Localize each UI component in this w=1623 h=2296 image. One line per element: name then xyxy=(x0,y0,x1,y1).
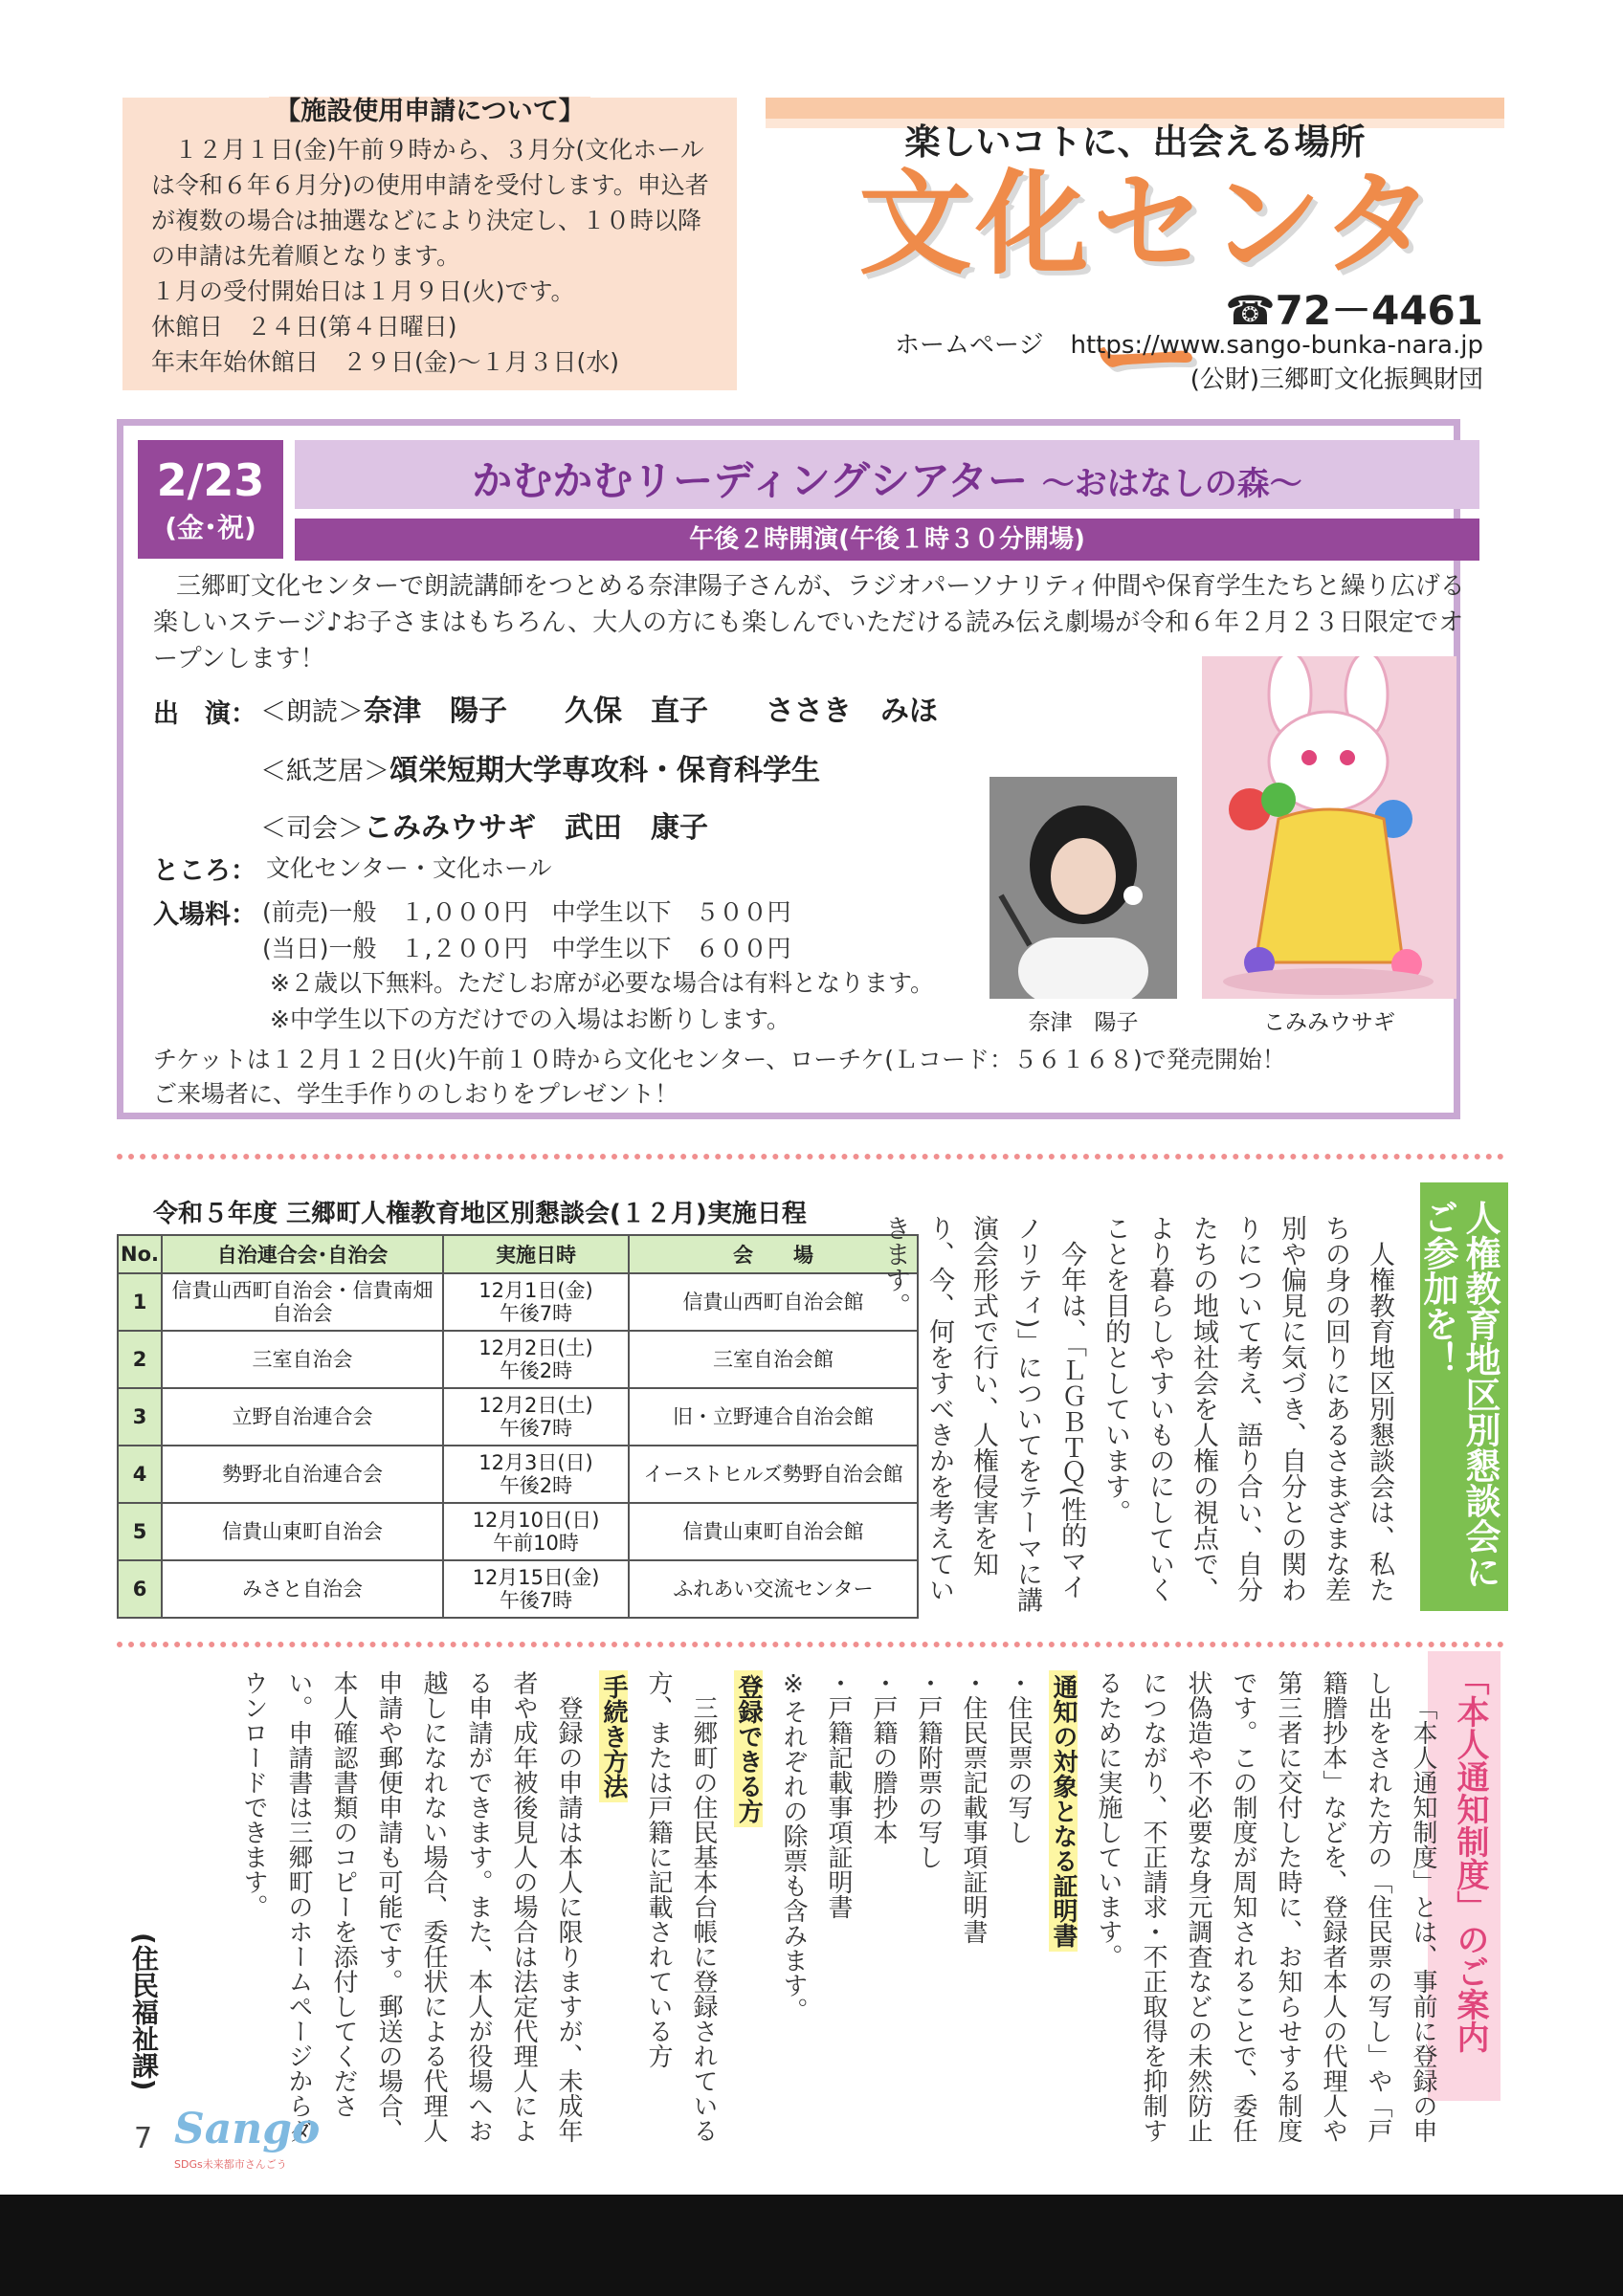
row-time: 午後7時 xyxy=(499,1417,573,1440)
column-header: 会 場 xyxy=(629,1235,918,1273)
event-intro: 三郷町文化センターで朗読講師をつとめる奈津陽子さんが、ラジオパーソナリティ仲間や保育学生たちと繰り広げる楽しいステージ♪お子さまはもちろん、大人の方にも楽しんでいただける読み伝え劇場が令和６年２月２３日限定でオープンします！ xyxy=(153,572,1465,673)
homepage-label: ホームページ xyxy=(895,331,1044,360)
cast-role: ＜朗読＞ xyxy=(260,697,364,727)
row-date: 12月1日(金) xyxy=(478,1279,593,1302)
facility-line: １２月１日(金)午前９時から、３月分(文化ホールは令和６年６月分)の使用申請を受付します。申込者が複数の場合は抽選などにより決定し、１０時以降の申請は先着順となります。 xyxy=(151,136,709,270)
target-item: ・住民票記載事項証明書 xyxy=(959,1670,988,1944)
fee-note: ※中学生以下の方だけでの入場はお断りします。 xyxy=(270,1005,790,1033)
row-number: 4 xyxy=(118,1446,162,1503)
target-item: ・戸籍の謄抄本 xyxy=(869,1670,898,1844)
notice-intro: 「本人通知制度」とは、事前に登録の申し出をされた方の「住民票の写し」や「戸籍謄抄本」などを、登録者本人の代理人や第三者に交付した時に、お知らせする制度です。この制度が周知されることで、委任状偽造や不必要な身元調査などの未然防止につながり、不正請求・不正取得を抑制するために実施しています。 xyxy=(1094,1670,1437,2143)
row-org: 立野自治連合会 xyxy=(162,1388,443,1446)
row-org: 勢野北自治連合会 xyxy=(162,1446,443,1503)
photo-caption: 奈津 陽子 xyxy=(1028,1010,1139,1035)
cast-names: 頌栄短期大学専攻科・保育科学生 xyxy=(389,754,820,787)
fee-label: 入場料： xyxy=(153,900,256,930)
footer-bar xyxy=(0,2195,1623,2296)
cast-names: こみみウサギ 武田 康子 xyxy=(364,811,708,845)
phone-number: ☎72－4461 xyxy=(1225,287,1483,334)
row-time: 午後2時 xyxy=(499,1359,573,1382)
event-title-main: かむかむリーディングシアター xyxy=(472,457,1029,504)
cast-line xyxy=(260,746,820,788)
page-number: 7 xyxy=(134,2122,153,2155)
row-date: 12月2日(土) xyxy=(478,1336,593,1359)
photo-komimi-usagi xyxy=(1202,656,1456,999)
row-number: 5 xyxy=(118,1503,162,1560)
schedule-table xyxy=(117,1234,919,1619)
target-note: ※それぞれの除票も含みます。 xyxy=(779,1670,808,2022)
photo-caption: こみみウサギ xyxy=(1263,1010,1395,1035)
row-number: 1 xyxy=(118,1273,162,1331)
cast-names: 奈津 陽子 久保 直子 ささき みほ xyxy=(364,695,938,728)
tagline: 楽しいコトに、出会える場所 xyxy=(904,121,1366,163)
procedure-text: 登録の申請は本人に限りますが、未成年者や成年被後見人の場合は法定代理人による申請ができます。また、本人が役場へお越しになれない場合、委任状による代理人申請や郵便申請も可能です。郵送の場合、本人確認書類のコピーを添付してください。申請書は三郷町のホームページからダウンロードできます。 xyxy=(239,1670,583,2143)
cast-line xyxy=(260,804,708,846)
column-header: 実施日時 xyxy=(443,1235,629,1273)
row-venue: 三室自治会館 xyxy=(629,1331,918,1388)
event-title xyxy=(295,450,1479,507)
facility-body xyxy=(151,132,722,380)
jinken-heading: 人権教育地区別懇談会にご参加を！ xyxy=(1420,1182,1508,1611)
row-time: 午後7時 xyxy=(499,1589,573,1612)
sango-logo: Sango xyxy=(174,2105,321,2153)
facility-line: 休館日 ２４日(第４日曜日) xyxy=(151,313,457,341)
row-org: 三室自治会 xyxy=(162,1331,443,1388)
table-row xyxy=(118,1388,918,1446)
row-time: 午後7時 xyxy=(499,1302,573,1325)
row-venue: 信貴山東町自治会館 xyxy=(629,1503,918,1560)
row-datetime xyxy=(443,1331,629,1388)
place-label: ところ： xyxy=(153,856,256,886)
jinken-body xyxy=(880,1215,1401,1617)
cast-role: ＜司会＞ xyxy=(260,814,364,844)
event-date-badge xyxy=(138,440,283,559)
event-time: 午後２時開演(午後１時３０分開場) xyxy=(295,519,1479,561)
row-venue: イーストヒルズ勢野自治会館 xyxy=(629,1446,918,1503)
row-datetime xyxy=(443,1388,629,1446)
target-item: ・住民票の写し xyxy=(1004,1670,1033,1844)
row-venue: 旧・立野連合自治会館 xyxy=(629,1388,918,1446)
table-row xyxy=(118,1446,918,1503)
row-number: 6 xyxy=(118,1560,162,1618)
table-row xyxy=(118,1503,918,1560)
row-datetime xyxy=(443,1560,629,1618)
column-header: No. xyxy=(118,1235,162,1273)
dotted-divider xyxy=(117,1154,1504,1159)
notice-body xyxy=(157,1670,1445,2149)
portrait-icon xyxy=(989,777,1177,999)
dotted-divider xyxy=(117,1642,1504,1647)
table-row xyxy=(118,1273,918,1331)
sango-logo-tagline: SDGs未来都市さんごう xyxy=(174,2158,287,2171)
department-name: (住民福祉課) xyxy=(128,1932,160,2091)
cast-label: 出 演： xyxy=(153,699,256,729)
event-weekday: (金･祝) xyxy=(165,512,256,543)
facility-title: 【施設使用申請について】 xyxy=(269,97,589,126)
row-org: 信貴山西町自治会・信貴南畑自治会 xyxy=(162,1273,443,1331)
column-header: 自治連合会･自治会 xyxy=(162,1235,443,1273)
photo-narrator xyxy=(989,777,1177,999)
rabbit-mascot-icon xyxy=(1202,656,1456,999)
homepage xyxy=(794,325,1483,361)
event-date: 2/23 xyxy=(156,454,265,506)
facility-line: 年末年始休館日 ２９日(金)～１月３日(水) xyxy=(151,348,620,376)
fee-line: (前売)一般 １,０００円 中学生以下 ５００円 xyxy=(262,898,791,926)
schedule-title: 令和５年度 三郷町人権教育地区別懇談会(１２月)実施日程 xyxy=(153,1200,807,1228)
center-title: 文化センター xyxy=(858,158,1438,424)
event-subtitle: ～おはなしの森～ xyxy=(1041,465,1302,503)
facility-notice xyxy=(122,98,737,390)
cast-role: ＜紙芝居＞ xyxy=(260,757,389,786)
row-date: 12月3日(日) xyxy=(478,1451,593,1474)
row-date: 12月10日(日) xyxy=(472,1509,600,1532)
fee-line: (当日)一般 １,２００円 中学生以下 ６００円 xyxy=(262,935,791,962)
homepage-url-link[interactable]: https://www.sango-bunka-nara.jp xyxy=(1070,331,1483,360)
jinken-paragraph: 人権教育地区別懇談会は、私たちの身の回りにあるさまざまな差別や偏見に気づき、自分との関わりについて考え、語り合い、自分たちの地域社会を人権の視点で、より暮らしやすいものにしていくことを目的としています。 xyxy=(1101,1215,1394,1602)
ticket-line: チケットは１２月１２日(火)午前１０時から文化センター、ローチケ(Ｌコード：５６１６８)で発売開始！ xyxy=(153,1046,1286,1073)
foundation-name: (公財)三郷町文化振興財団 xyxy=(1189,365,1483,394)
row-time: 午前10時 xyxy=(493,1532,579,1555)
row-number: 3 xyxy=(118,1388,162,1446)
ticket-info xyxy=(153,1043,1455,1112)
table-header-row xyxy=(118,1235,918,1273)
target-item: ・戸籍附票の写し xyxy=(914,1670,943,1869)
eligible-text: 三郷町の住民基本台帳に登録されている方、または戸籍に記載されている方 xyxy=(644,1670,718,2143)
row-datetime xyxy=(443,1273,629,1331)
row-venue: ふれあい交流センター xyxy=(629,1560,918,1618)
row-org: 信貴山東町自治会 xyxy=(162,1503,443,1560)
jinken-paragraph: 今年は、「ＬＧＢＴＱ(性的マイノリティ)」についてをテーマに講演会形式で行い、人権侵害を知り、今、何をすべきかを考えていきます。 xyxy=(880,1215,1086,1613)
row-time: 午後2時 xyxy=(499,1474,573,1497)
fee-note: ※２歳以下無料。ただしお席が必要な場合は有料となります。 xyxy=(270,969,934,997)
row-org: みさと自治会 xyxy=(162,1560,443,1618)
row-datetime xyxy=(443,1446,629,1503)
facility-line: １月の受付開始日は１月９日(火)です。 xyxy=(151,277,575,305)
table-row xyxy=(118,1331,918,1388)
row-date: 12月15日(金) xyxy=(472,1566,600,1589)
procedure-heading: 手続き方法 xyxy=(599,1670,628,1802)
table-row xyxy=(118,1560,918,1618)
eligible-heading: 登録できる方 xyxy=(734,1670,763,1827)
row-date: 12月2日(土) xyxy=(478,1394,593,1417)
row-venue: 信貴山西町自治会館 xyxy=(629,1273,918,1331)
row-number: 2 xyxy=(118,1331,162,1388)
notice-heading: 「本人通知制度」のご案内 xyxy=(1428,1651,1501,2101)
ticket-line: ご来場者に、学生手作りのしおりをプレゼント！ xyxy=(153,1080,679,1108)
place-value: 文化センター・文化ホール xyxy=(266,854,552,882)
row-datetime xyxy=(443,1503,629,1560)
targets-heading: 通知の対象となる証明書 xyxy=(1049,1670,1078,1952)
cast-line xyxy=(260,687,938,729)
target-item: ・戸籍記載事項証明書 xyxy=(824,1670,853,1919)
